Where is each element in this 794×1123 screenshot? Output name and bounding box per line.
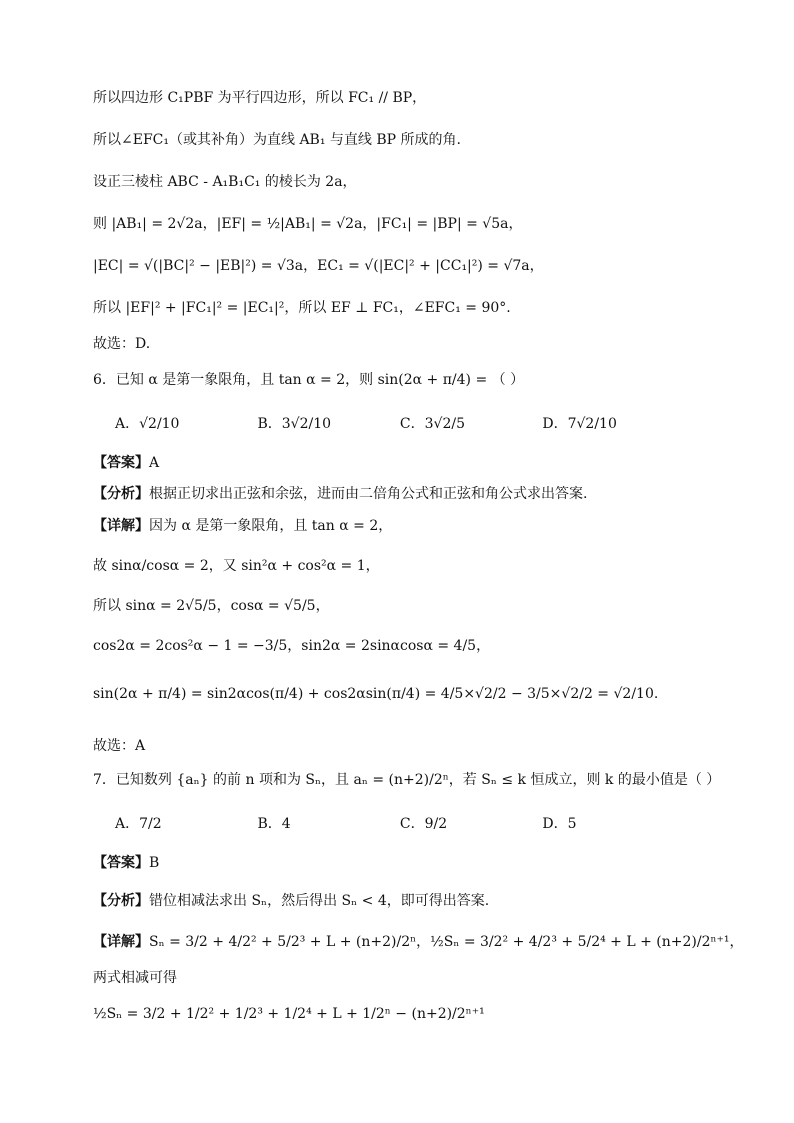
question-6-analysis: [93, 484, 587, 504]
option-c: C．3√2/5: [399, 416, 465, 432]
question-7-answer: [93, 853, 159, 873]
text-line: |EC| = √(|BC|² − |EB|²) = √3a，EC₁ = √(|EC|² + |CC₁|²) = √7a，: [93, 258, 544, 274]
answer-label: 【答案】: [93, 455, 149, 471]
detail-label: 【详解】: [93, 934, 149, 950]
question-6-stem: 6．已知 α 是第一象限角，且 tan α = 2，则 sin(2α + π/4) = （ ）: [93, 372, 525, 388]
answer-label: 【答案】: [93, 855, 149, 871]
question-6-options: [115, 414, 680, 434]
text-line: 所以四边形 C₁PBF 为平行四边形，所以 FC₁ // BP，: [93, 90, 427, 106]
analysis-text: 根据正切求出正弦和余弦，进而由二倍角公式和正弦和角公式求出答案.: [149, 486, 588, 502]
question-7-options: [115, 814, 680, 834]
text-line: 所以 |EF|² + |FC₁|² = |EC₁|²，所以 EF ⊥ FC₁，∠EFC₁ = 90°.: [93, 300, 511, 316]
question-7-analysis: [93, 891, 489, 911]
text-line: 设正三棱柱 ABC - A₁B₁C₁ 的棱长为 2a，: [93, 174, 357, 190]
answer-value: A: [149, 455, 160, 471]
solution-step: 所以 sinα = 2√5/5，cosα = √5/5，: [93, 598, 330, 614]
option-b: B．3√2/10: [257, 416, 332, 432]
solution-step: 故 sinα/cosα = 2，又 sin²α + cos²α = 1，: [93, 558, 380, 574]
option-a: A．7/2: [115, 816, 162, 832]
analysis-label: 【分析】: [93, 893, 149, 909]
question-7-detail: [93, 932, 744, 952]
answer-value: B: [149, 855, 160, 871]
analysis-text: 错位相减法求出 Sₙ，然后得出 Sₙ < 4，即可得出答案.: [149, 893, 490, 909]
detail-text: Sₙ = 3/2 + 4/2² + 5/2³ + L + (n+2)/2ⁿ，½Sₙ = 3/2² + 4/2³ + 5/2⁴ + L + (n+2)/2ⁿ⁺¹，: [149, 934, 744, 950]
analysis-label: 【分析】: [93, 486, 149, 502]
option-c: C．9/2: [399, 816, 448, 832]
question-7-stem: 7．已知数列 {aₙ} 的前 n 项和为 Sₙ，且 aₙ = (n+2)/2ⁿ，若 Sₙ ≤ k 恒成立，则 k 的最小值是（ ）: [93, 772, 721, 788]
question-6-answer: [93, 453, 159, 473]
text-line: 则 |AB₁| = 2√2a，|EF| = ½|AB₁| = √2a，|FC₁| = |BP| = √5a，: [93, 216, 523, 232]
detail-text: 因为 α 是第一象限角，且 tan α = 2，: [149, 518, 393, 534]
solution-step: ½Sₙ = 3/2 + 1/2² + 1/2³ + 1/2⁴ + L + 1/2ⁿ − (n+2)/2ⁿ⁺¹: [93, 1006, 485, 1022]
option-d: D．5: [542, 816, 577, 832]
option-a: A．√2/10: [115, 416, 180, 432]
option-d: D．7√2/10: [542, 416, 617, 432]
solution-conclusion: 故选：A: [93, 738, 146, 754]
detail-label: 【详解】: [93, 518, 149, 534]
text-line: 故选：D.: [93, 336, 151, 352]
text-line: 所以∠EFC₁（或其补角）为直线 AB₁ 与直线 BP 所成的角.: [93, 132, 461, 148]
solution-step: sin(2α + π/4) = sin2αcos(π/4) + cos2αsin(π/4) = 4/5×√2/2 − 3/5×√2/2 = √2/10.: [93, 686, 659, 702]
solution-step: cos2α = 2cos²α − 1 = −3/5，sin2α = 2sinαcosα = 4/5，: [93, 638, 491, 654]
question-6-detail: [93, 516, 392, 536]
solution-step: 两式相减可得: [93, 970, 177, 986]
option-b: B．4: [257, 816, 291, 832]
